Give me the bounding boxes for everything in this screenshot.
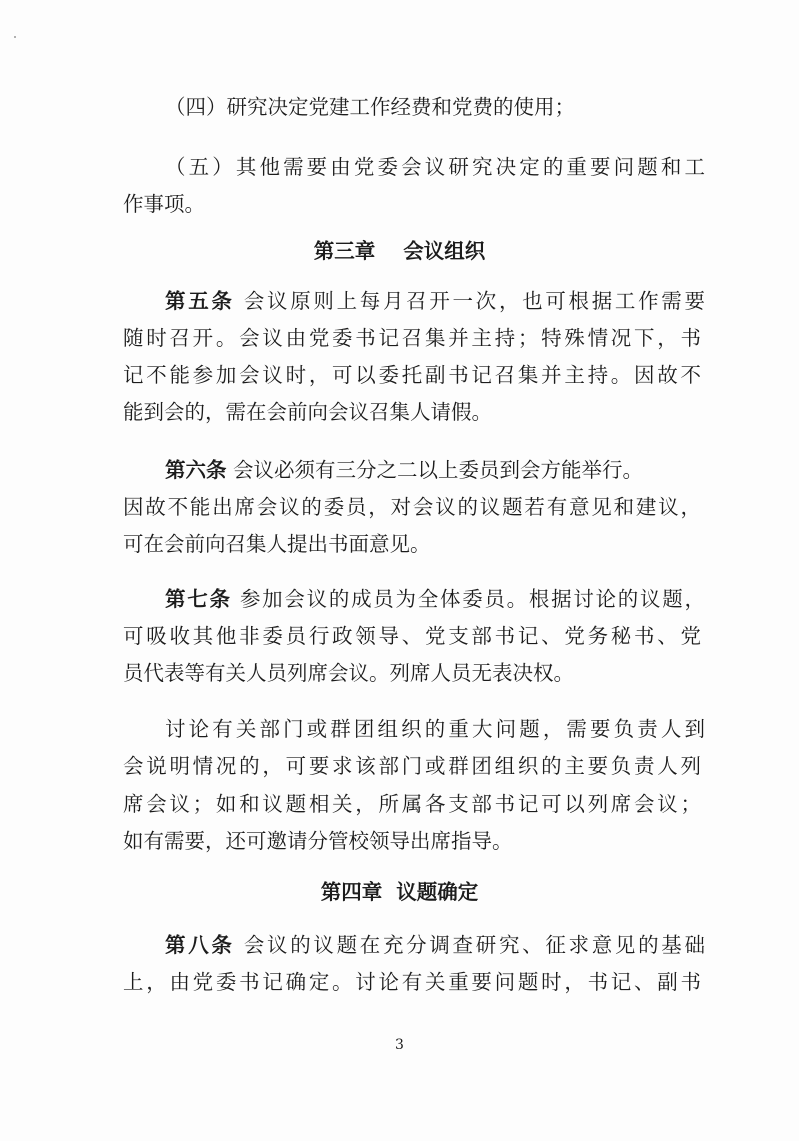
chapter-three-title: 会议组织 xyxy=(403,239,486,263)
article-eight-label: 第八条 xyxy=(165,933,235,957)
chapter-four-heading xyxy=(0,876,799,908)
chapter-three-heading xyxy=(0,235,799,267)
article-five-text1: 会议原则上每月召开一次，也可根据工作需要 xyxy=(243,289,706,313)
article-six-line3: 可在会前向召集人提出书面意见。 xyxy=(123,532,431,556)
chapter-three-number: 第三章 xyxy=(313,239,376,263)
article-seven-line3: 员代表等有关人员列席会议。列席人员无表决权。 xyxy=(123,661,574,685)
article-five-line4: 能到会的，需在会前向会议召集人请假。 xyxy=(123,400,492,424)
chapter-four-number: 第四章 xyxy=(320,880,383,904)
page-number: 3 xyxy=(395,1037,404,1053)
article-five-line1 xyxy=(165,285,705,317)
article-six-line2: 因故不能出席会议的委员，对会议的议题若有意见和建议， xyxy=(123,495,701,519)
article-eight-line2: 上，由党委书记确定。讨论有关重要问题时，书记、副书 xyxy=(123,970,701,994)
article-seven-line2: 可吸收其他非委员行政领导、党支部书记、党务秘书、党 xyxy=(123,624,701,648)
article-five-line3: 记不能参加会议时，可以委托副书记召集并主持。因故不 xyxy=(123,363,701,387)
article-six-label: 第六条 xyxy=(165,458,227,482)
article-seven-text1: 参加会议的成员为全体委员。根据讨论的议题， xyxy=(239,587,705,611)
paragraph-line3: 席会议；如和议题相关，所属各支部书记可以列席会议； xyxy=(123,792,701,816)
article-five-label: 第五条 xyxy=(165,289,235,313)
article-seven-line1 xyxy=(165,583,705,615)
paragraph-line1: 讨论有关部门或群团组织的重大问题，需要负责人到 xyxy=(165,717,705,741)
item-five-line1: （五）其他需要由党委会议研究决定的重要问题和工 xyxy=(165,155,705,179)
article-eight-line1 xyxy=(165,929,705,961)
item-four: （四）研究决定党建工作经费和党费的使用； xyxy=(165,95,575,119)
article-six-text1: 会议必须有三分之二以上委员到会方能举行。 xyxy=(233,458,644,482)
paragraph-line2: 会说明情况的，可要求该部门或群团组织的主要负责人列 xyxy=(123,754,701,778)
scan-speck xyxy=(14,36,16,38)
article-six-line1 xyxy=(165,454,643,486)
article-eight-text1: 会议的议题在充分调查研究、征求意见的基础 xyxy=(243,933,706,957)
chapter-four-title: 议题确定 xyxy=(396,880,479,904)
article-five-line2: 随时召开。会议由党委书记召集并主持；特殊情况下，书 xyxy=(123,326,701,350)
item-five-line2: 作事项。 xyxy=(123,192,205,216)
article-seven-label: 第七条 xyxy=(165,587,232,611)
paragraph-line4: 如有需要，还可邀请分管校领导出席指导。 xyxy=(123,829,513,853)
